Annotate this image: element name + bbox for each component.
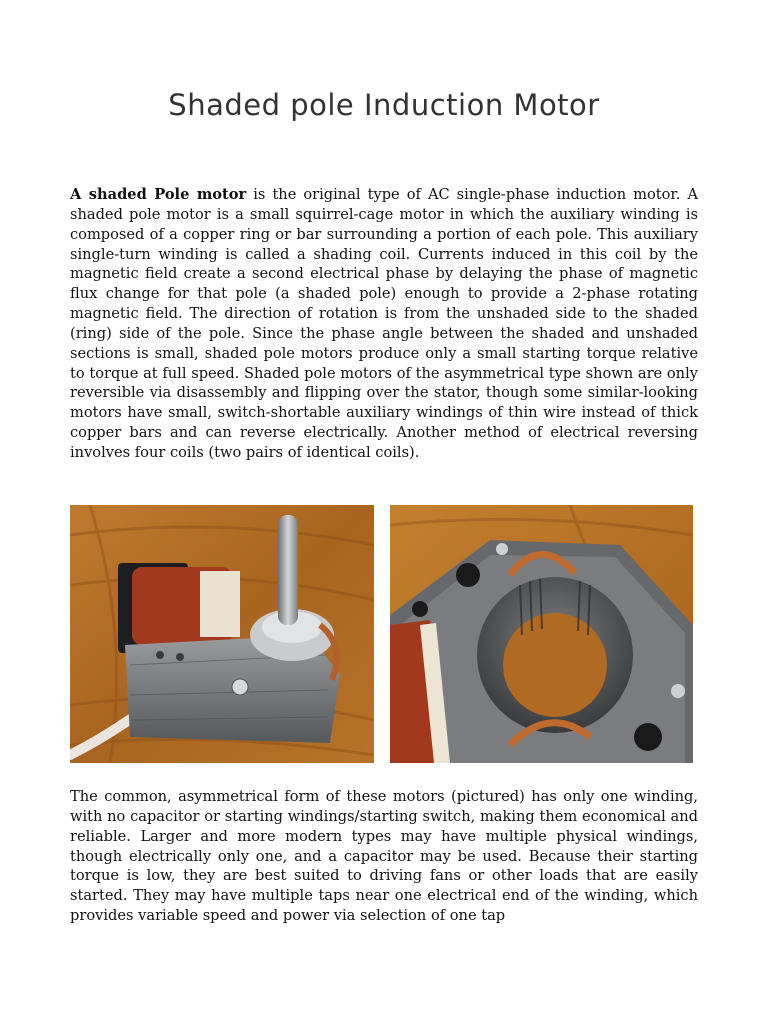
- lead-term: A shaded Pole motor: [70, 186, 247, 203]
- body-paragraph: The common, asymmetrical form of these motors (pictured) has only one winding, with no capacitor or starting windings/starting switch, making them economical and reliable. Larger and more modern types may have multiple physical windings, though electrically only one, and a capacitor may be used. Because their starting torque is low, they are best suited to driving fans or other loads that are easily started. They may have multiple taps near one electrical end of the winding, which provides variable speed and power via selection of one tap: [70, 788, 698, 925]
- stator-photo-closeup: [390, 505, 693, 763]
- intro-paragraph: [70, 185, 698, 463]
- motor-photo-side: [70, 505, 374, 763]
- page-title: Shaded pole Induction Motor: [168, 88, 600, 122]
- intro-paragraph-text: is the original type of AC single-phase induction motor. A shaded pole motor is a small squirrel-cage motor in which the auxiliary winding is composed of a copper ring or bar surrounding a portion of each pole. This auxiliary single-turn winding is called a shading coil. Currents induced in this coil by the magnetic field create a second electrical phase by delaying the phase of magnetic flux change for that pole (a shaded pole) enough to provide a 2-phase rotating magnetic field. The direction of rotation is from the unshaded side to the shaded (ring) side of the pole. Since the phase angle between the shaded and unshaded sections is small, shaded pole motors produce only a small starting torque relative to torque at full speed. Shaded pole motors of the asymmetrical type shown are only reversible via disassembly and flipping over the stator, though some similar-looking motors have small, switch-shortable auxiliary windings of thin wire instead of thick copper bars and can reverse electrically. Another method of electrical reversing involves four coils (two pairs of identical coils).: [70, 186, 699, 461]
